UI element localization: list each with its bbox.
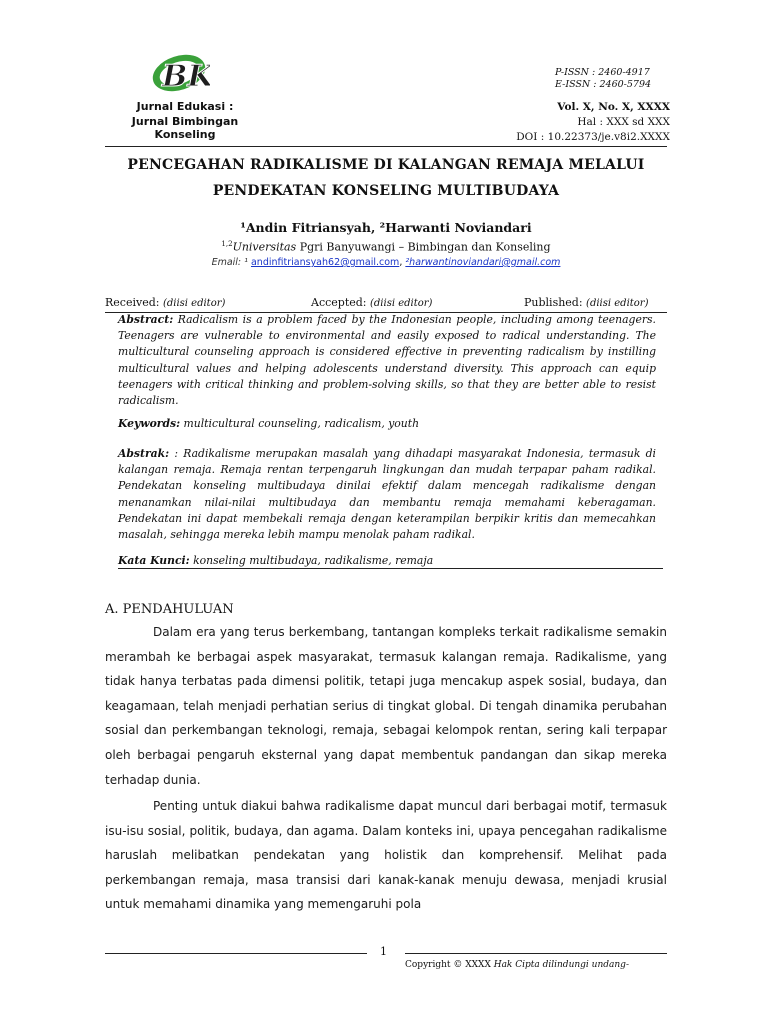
received-label: Received: — [105, 296, 163, 309]
abstract-label: Abstract: — [118, 313, 174, 326]
copyright-italic: Hak Cipta dilindungi undang- — [493, 960, 629, 970]
paper-title-line2: PENDEKATAN KONSELING MULTIBUDAYA — [212, 183, 560, 199]
keywords-text: multicultural counseling, radicalism, youth — [180, 417, 420, 430]
logo-text: BK — [162, 59, 210, 94]
journal-logo — [148, 48, 210, 98]
published-value: (diisi editor) — [586, 298, 649, 309]
published-label: Published: — [524, 296, 587, 309]
email-link-1[interactable]: andinfitriansyah62@gmail.com — [250, 257, 400, 268]
paper-title-line1: PENCEGAHAN RADIKALISME DI KALANGAN REMAJA MELALUI — [127, 157, 645, 173]
volume: Vol. X, No. X, XXXX — [557, 101, 670, 113]
email-separator: , — [399, 257, 406, 268]
kata-kunci-rule — [118, 568, 663, 569]
page-number: 1 — [380, 945, 387, 958]
pissn: P-ISSN : 2460-4917 — [555, 67, 650, 78]
body-paragraph-2: Penting untuk diakui bahwa radikalisme dapat muncul dari berbagai motif, termasuk isu-isu sosial, politik, budaya, dan agama. Dalam konteks ini, upaya pencegahan radikalisme haruslah melibatkan pendekatan yang holistik dan komprehensif. Melihat pada perkembangan remaja, masa transisi dari kanak-kanak menuju dewasa, menjadi krusial untuk memahami dinamika yang memengaruhi pola — [105, 799, 667, 912]
abstrak-label: Abstrak: — [118, 447, 170, 460]
journal-name-line1: Jurnal Edukasi : — [136, 100, 234, 113]
abstract-text: Radicalism is a problem faced by the Indonesian people, including among teenagers. Teenagers are vulnerable to environmental and easily exposed to radical understanding. The multicultural counseling approach is considered effective in preventing radicalism by instilling multicultural values and helping adolescents understand diversity. This approach can equip teenagers with critical thinking and problem-solving skills, so that they are better able to resist radicalism. — [118, 313, 656, 408]
email-link-2[interactable]: ²harwantinoviandari@gmail.com — [405, 257, 561, 268]
accepted-date — [311, 296, 432, 309]
section-heading: A. PENDAHULUAN — [105, 602, 234, 617]
abstrak-text: : Radikalisme merupakan masalah yang dihadapi masyarakat Indonesia, termasuk di kalangan remaja. Remaja rentan terpengaruh lingkungan dan mudah terpapar paham radikal. Pendekatan konseling multibudaya dinilai efektif dalam mencegah radikalisme dengan menanamkan nilai-nilai multibudaya dan membantu remaja memahami keberagaman. Pendekatan ini dapat membekali remaja dengan keterampilan berpikir kritis dan memecahkan masalah, sehingga mereka lebih mampu menolak paham radikal. — [118, 447, 656, 542]
email-label: Email: ¹ — [211, 257, 251, 268]
keywords-label: Keywords: — [118, 417, 181, 430]
kata-kunci — [118, 553, 656, 569]
email-line — [105, 257, 667, 268]
pages: Hal : XXX sd XXX — [577, 116, 670, 128]
body-paragraph-1: Dalam era yang terus berkembang, tantangan kompleks terkait radikalisme semakin merambah ke berbagai aspek masyarakat, termasuk kalangan remaja. Radikalisme, yang tidak hanya terbatas pada dimensi politik, tetapi juga mencakup aspek sosial, budaya, dan keagamaan, telah menjadi perhatian serius di tingkat global. Di tengah dinamika perubahan sosial dan perkembangan teknologi, remaja, sebagai kelompok rentan, sering kali terpapar oleh berbagai pengaruh eksternal yang dapat membentuk pandangan dan sikap mereka terhadap dunia. — [105, 625, 667, 787]
received-value: (diisi editor) — [162, 298, 226, 309]
accepted-label: Accepted: — [311, 296, 370, 309]
abstract-english — [118, 312, 656, 409]
affiliation-sup: 1,2 — [221, 240, 233, 248]
footer-rule-right — [405, 953, 667, 954]
affiliation-rest: Pgri Banyuwangi – Bimbingan dan Konseling — [296, 240, 551, 254]
received-date — [105, 296, 225, 309]
footer-rule-left — [105, 953, 367, 954]
keywords — [118, 416, 656, 432]
affiliation-univ: Universitas — [232, 240, 297, 254]
kata-kunci-text: konseling multibudaya, radikalisme, remaja — [189, 554, 434, 567]
abstract-indonesian — [118, 446, 656, 543]
journal-name-line2: Jurnal Bimbingan Konseling — [131, 115, 239, 141]
published-date — [524, 296, 649, 309]
authors: ¹Andin Fitriansyah, ²Harwanti Noviandari — [240, 220, 532, 235]
affiliation — [105, 240, 667, 254]
kata-kunci-label: Kata Kunci: — [118, 554, 190, 567]
copyright-text: Copyright © XXXX — [405, 960, 494, 970]
copyright — [405, 960, 629, 970]
eissn: E-ISSN : 2460-5794 — [555, 79, 652, 90]
header-rule — [105, 146, 667, 147]
doi: DOI : 10.22373/je.v8i2.XXXX — [516, 131, 670, 143]
accepted-value: (diisi editor) — [370, 298, 433, 309]
